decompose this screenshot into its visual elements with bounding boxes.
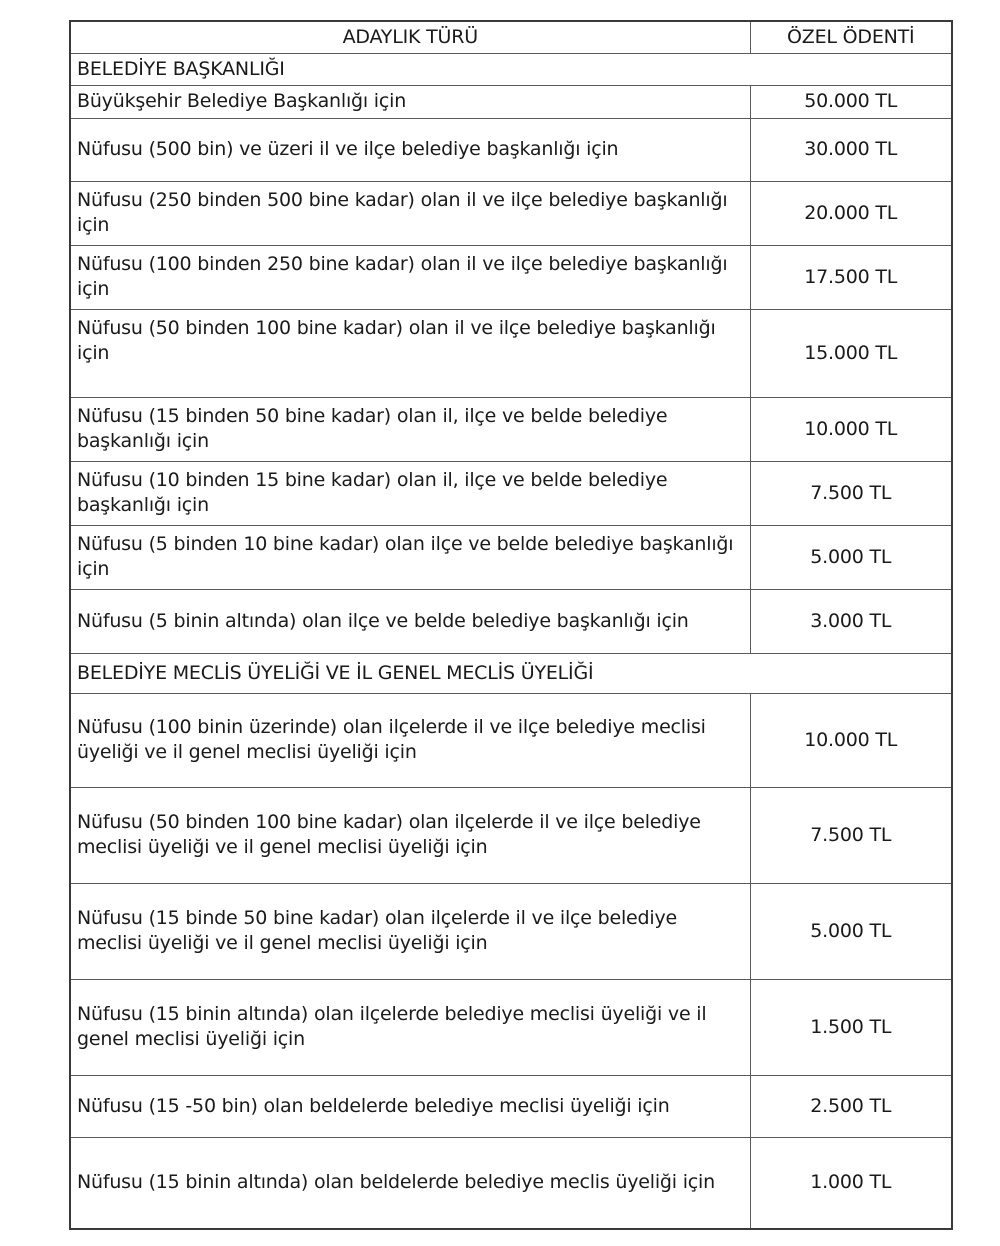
table-row bbox=[70, 525, 952, 589]
header-special-fee: ÖZEL ÖDENTİ bbox=[750, 21, 952, 53]
row-label: Nüfusu (50 binden 100 bine kadar) olan ilçelerde il ve ilçe belediye meclisi üyeliği ve il genel meclisi üyeliği için bbox=[70, 787, 750, 883]
row-fee: 1.000 TL bbox=[750, 1137, 952, 1229]
row-fee: 3.000 TL bbox=[750, 589, 952, 653]
table-row bbox=[70, 397, 952, 461]
row-label: Nüfusu (100 binin üzerinde) olan ilçelerde il ve ilçe belediye meclisi üyeliği ve il genel meclisi üyeliği için bbox=[70, 693, 750, 787]
row-label: Nüfusu (5 binden 10 bine kadar) olan ilçe ve belde belediye başkanlığı için bbox=[70, 525, 750, 589]
row-fee: 10.000 TL bbox=[750, 397, 952, 461]
row-label: Büyükşehir Belediye Başkanlığı için bbox=[70, 85, 750, 118]
row-fee: 20.000 TL bbox=[750, 181, 952, 245]
row-label: Nüfusu (15 binin altında) olan ilçelerde belediye meclisi üyeliği ve il genel meclisi üyeliği için bbox=[70, 979, 750, 1075]
row-fee: 15.000 TL bbox=[750, 309, 952, 397]
row-label: Nüfusu (15 -50 bin) olan beldelerde belediye meclisi üyeliği için bbox=[70, 1075, 750, 1137]
row-label: Nüfusu (15 binde 50 bine kadar) olan ilçelerde il ve ilçe belediye meclisi üyeliği ve il genel meclisi üyeliği için bbox=[70, 883, 750, 979]
table-row bbox=[70, 1075, 952, 1137]
table-row bbox=[70, 85, 952, 118]
table-row bbox=[70, 787, 952, 883]
row-label: Nüfusu (500 bin) ve üzeri il ve ilçe belediye başkanlığı için bbox=[70, 118, 750, 181]
section-row bbox=[70, 653, 952, 693]
table-row bbox=[70, 1137, 952, 1229]
row-fee: 7.500 TL bbox=[750, 787, 952, 883]
section-title-council-membership: BELEDİYE MECLİS ÜYELİĞİ VE İL GENEL MECLİS ÜYELİĞİ bbox=[70, 653, 952, 693]
row-label: Nüfusu (15 binden 50 bine kadar) olan il, ilçe ve belde belediye başkanlığı için bbox=[70, 397, 750, 461]
row-fee: 30.000 TL bbox=[750, 118, 952, 181]
row-fee: 7.500 TL bbox=[750, 461, 952, 525]
table-row bbox=[70, 309, 952, 397]
row-label: Nüfusu (5 binin altında) olan ilçe ve belde belediye başkanlığı için bbox=[70, 589, 750, 653]
header-row bbox=[70, 21, 952, 53]
row-fee: 5.000 TL bbox=[750, 883, 952, 979]
section-row bbox=[70, 53, 952, 85]
header-candidacy-type: ADAYLIK TÜRÜ bbox=[70, 21, 750, 53]
fee-table bbox=[69, 20, 953, 1230]
row-fee: 10.000 TL bbox=[750, 693, 952, 787]
row-fee: 1.500 TL bbox=[750, 979, 952, 1075]
row-fee: 17.500 TL bbox=[750, 245, 952, 309]
row-label: Nüfusu (15 binin altında) olan beldelerde belediye meclis üyeliği için bbox=[70, 1137, 750, 1229]
row-label: Nüfusu (50 binden 100 bine kadar) olan il ve ilçe belediye başkanlığı için bbox=[70, 309, 750, 397]
table-row bbox=[70, 181, 952, 245]
table-row bbox=[70, 118, 952, 181]
table-row bbox=[70, 979, 952, 1075]
table-row bbox=[70, 461, 952, 525]
table-row bbox=[70, 589, 952, 653]
table-row bbox=[70, 883, 952, 979]
table-row bbox=[70, 245, 952, 309]
row-label: Nüfusu (10 binden 15 bine kadar) olan il, ilçe ve belde belediye başkanlığı için bbox=[70, 461, 750, 525]
row-fee: 5.000 TL bbox=[750, 525, 952, 589]
table-row bbox=[70, 693, 952, 787]
row-fee: 2.500 TL bbox=[750, 1075, 952, 1137]
row-label: Nüfusu (250 binden 500 bine kadar) olan il ve ilçe belediye başkanlığı için bbox=[70, 181, 750, 245]
section-title-mayoralty: BELEDİYE BAŞKANLIĞI bbox=[70, 53, 952, 85]
row-fee: 50.000 TL bbox=[750, 85, 952, 118]
row-label: Nüfusu (100 binden 250 bine kadar) olan il ve ilçe belediye başkanlığı için bbox=[70, 245, 750, 309]
